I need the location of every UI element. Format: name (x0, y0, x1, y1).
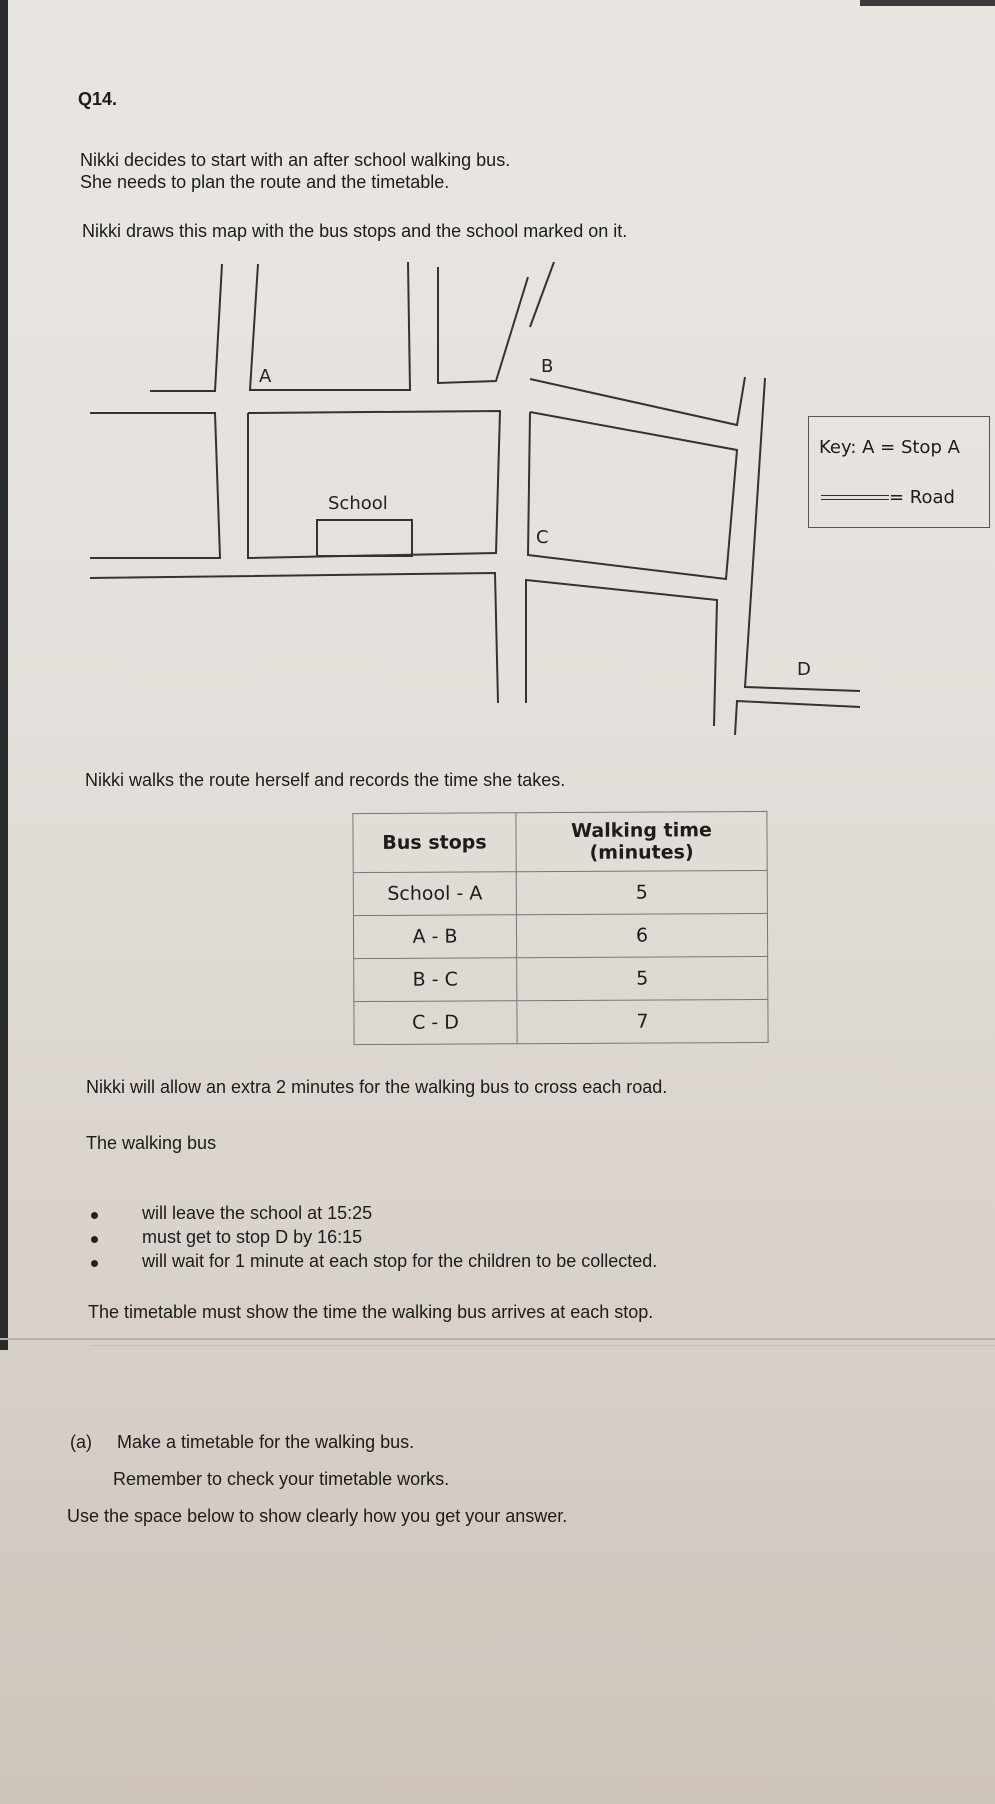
key-road-symbol (821, 495, 889, 500)
walking-times-table (352, 811, 768, 1045)
road-lower-left (90, 573, 498, 703)
stop-a-label: A (259, 366, 272, 387)
road-top-left-b (250, 262, 410, 390)
row-stops: C - D (354, 1001, 517, 1045)
header-walking-time-line2: (minutes) (589, 841, 694, 864)
intro-line-1: Nikki decides to start with an after school walking bus. (80, 150, 511, 170)
school-label: School (328, 493, 388, 514)
timetable-note: The timetable must show the time the walking bus arrives at each stop. (88, 1302, 654, 1322)
map-key (808, 416, 990, 528)
table-row (353, 870, 767, 915)
table-row (353, 913, 767, 958)
roads (90, 262, 860, 735)
part-a-label: (a) (70, 1432, 92, 1452)
bullet-icon (91, 1236, 98, 1243)
part-a-line-1: Make a timetable for the walking bus. (117, 1432, 415, 1452)
key-stop-text: Key: A = Stop A (819, 437, 960, 458)
page-fold-line (90, 1345, 995, 1346)
row-stops: School - A (353, 872, 516, 916)
intro-line-2: She needs to plan the route and the timetable. (80, 172, 450, 192)
row-minutes: 7 (517, 999, 768, 1043)
stop-b-label: B (541, 356, 554, 377)
school-building (317, 520, 412, 556)
extra-time-note: Nikki will allow an extra 2 minutes for the walking bus to cross each road. (86, 1077, 668, 1097)
row-minutes: 5 (517, 956, 768, 1000)
road-top-left-a (150, 264, 222, 391)
road-top-b (438, 267, 528, 383)
header-walking-time-line1: Walking time (571, 819, 712, 842)
condition-arrive: must get to stop D by 16:15 (142, 1227, 363, 1247)
stop-d-label: D (797, 659, 811, 680)
background-strip (860, 0, 995, 6)
block-c (528, 412, 737, 579)
stop-c-label: C (536, 527, 549, 548)
header-walking-time (516, 811, 767, 871)
road-top-b-right (530, 262, 554, 327)
table-row (354, 999, 768, 1044)
row-minutes: 6 (516, 913, 767, 957)
table-row (354, 956, 768, 1001)
bus-intro: The walking bus (86, 1133, 217, 1153)
table-header-row (353, 811, 767, 872)
condition-leave: will leave the school at 15:25 (142, 1203, 373, 1223)
condition-wait: will wait for 1 minute at each stop for the children to be collected. (142, 1251, 658, 1271)
question-number: Q14. (78, 89, 118, 109)
road-lower-right (526, 580, 717, 726)
row-stops: A - B (353, 915, 516, 959)
part-a-line-3: Use the space below to show clearly how you get your answer. (67, 1506, 568, 1526)
bullet-icon (91, 1260, 98, 1267)
key-road-text: = Road (889, 487, 955, 508)
row-stops: B - C (354, 958, 517, 1002)
road-d-lower (735, 701, 860, 735)
left-block (90, 413, 220, 558)
header-bus-stops: Bus stops (353, 813, 516, 873)
map-intro: Nikki draws this map with the bus stops and the school marked on it. (82, 221, 628, 241)
page-fold (0, 1338, 995, 1340)
bullet-icon (91, 1212, 98, 1219)
part-a-line-2: Remember to check your timetable works. (113, 1469, 450, 1489)
school-block (248, 411, 500, 558)
answer-space[interactable] (60, 1540, 960, 1790)
table-intro: Nikki walks the route herself and records the time she takes. (85, 770, 566, 790)
row-minutes: 5 (516, 870, 767, 914)
